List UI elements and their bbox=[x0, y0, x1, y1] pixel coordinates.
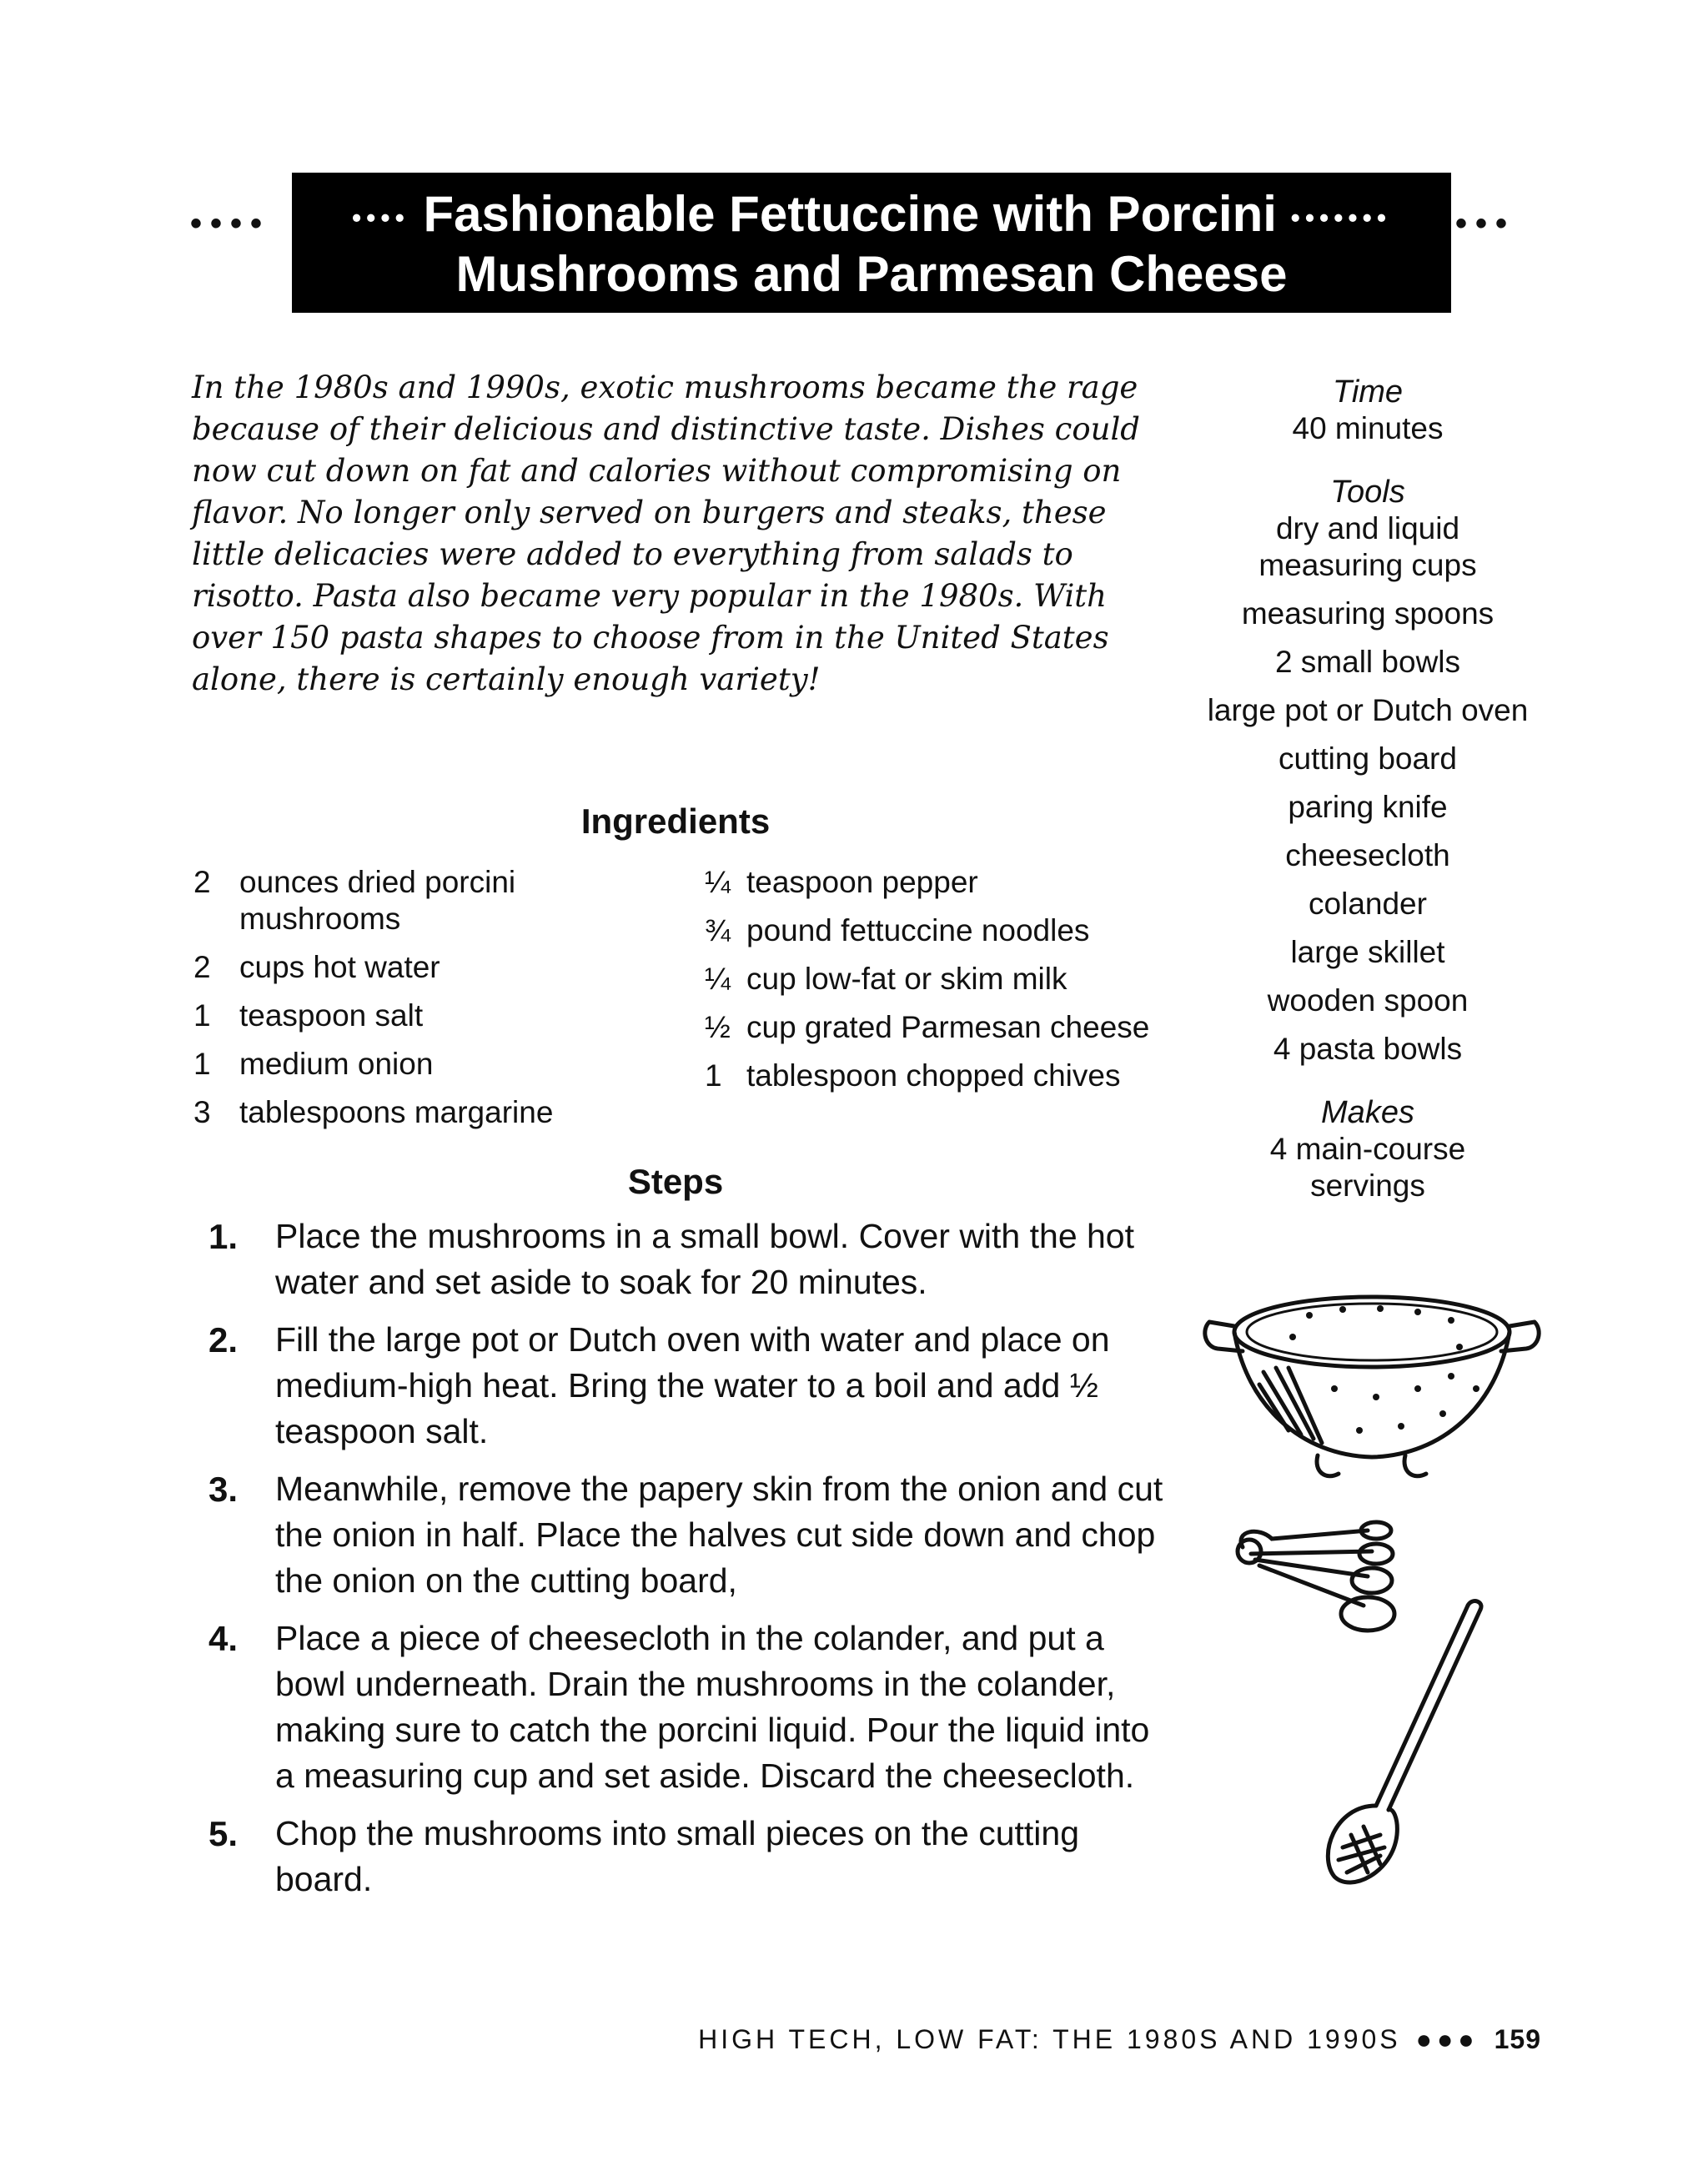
ingredient-row bbox=[705, 1009, 1172, 1046]
tool-item: 4 pasta bowls bbox=[1273, 1032, 1463, 1066]
tool-item: dry and liquid measuring cups bbox=[1258, 511, 1477, 582]
ingredient-qty: ¾ bbox=[705, 913, 731, 947]
title-dots-right: ••• bbox=[1455, 205, 1516, 242]
title-dots-left: •••• bbox=[190, 205, 271, 242]
title-inner-dots-right: ••••••• bbox=[1290, 203, 1392, 234]
ingredient-name: ounces dried porcini mushrooms bbox=[239, 865, 516, 936]
ingredient-row bbox=[705, 961, 1172, 998]
wooden-spoon-illustration bbox=[1301, 1597, 1493, 1897]
step-number: 2. bbox=[208, 1320, 239, 1359]
tool-item: cheesecloth bbox=[1285, 838, 1450, 872]
step-item bbox=[208, 1214, 1168, 1305]
step-text: Chop the mushrooms into small pieces on the cutting board. bbox=[275, 1814, 1080, 1898]
ingredient-qty: 3 bbox=[193, 1095, 211, 1129]
title-banner bbox=[292, 173, 1451, 313]
ingredient-row bbox=[705, 864, 1172, 901]
tool-item: large skillet bbox=[1290, 935, 1445, 969]
title-inner-dots-left: •••• bbox=[351, 203, 409, 234]
ingredient-qty: ¼ bbox=[705, 865, 731, 899]
tool-item: wooden spoon bbox=[1267, 983, 1469, 1018]
ingredient-qty: ½ bbox=[705, 1010, 731, 1044]
ingredient-qty: 1 bbox=[705, 1058, 722, 1093]
running-footer-text: HIGH TECH, LOW FAT: THE 1980S AND 1990S bbox=[698, 2024, 1401, 2054]
ingredient-row bbox=[193, 1046, 569, 1083]
tools-label: Tools bbox=[1330, 475, 1405, 510]
time-label: Time bbox=[1332, 374, 1404, 410]
ingredient-qty: 2 bbox=[193, 865, 211, 899]
recipe-sidebar bbox=[1184, 374, 1551, 1216]
ingredient-row bbox=[193, 998, 569, 1034]
ingredient-qty: 1 bbox=[193, 1047, 211, 1081]
ingredient-name: cup low-fat or skim milk bbox=[746, 962, 1068, 996]
steps-list bbox=[208, 1214, 1168, 1914]
tool-item: paring knife bbox=[1288, 790, 1448, 824]
ingredient-name: teaspoon salt bbox=[239, 998, 424, 1033]
page-footer bbox=[698, 2023, 1541, 2056]
tool-item: large pot or Dutch oven bbox=[1207, 693, 1529, 727]
step-item bbox=[208, 1811, 1168, 1902]
ingredients-list-left bbox=[193, 864, 569, 1143]
step-text: Fill the large pot or Dutch oven with water and place on medium-high heat. Bring the water to a boil and add ½ teaspoon salt. bbox=[275, 1320, 1110, 1450]
page-number: 159 bbox=[1494, 2024, 1541, 2054]
ingredients-list-right bbox=[705, 864, 1172, 1106]
step-text: Place a piece of cheesecloth in the colander, and put a bowl underneath. Drain the mushrooms in the colander, making sure to catch the porcini liquid. Pour the liquid into a measuring cup and set aside. Discard the cheesecloth. bbox=[275, 1619, 1150, 1795]
step-number: 3. bbox=[208, 1470, 239, 1509]
ingredient-row bbox=[705, 912, 1172, 949]
makes-value: 4 main-course servings bbox=[1269, 1132, 1466, 1203]
ingredient-name: pound fettuccine noodles bbox=[746, 913, 1090, 947]
step-item bbox=[208, 1466, 1168, 1604]
tool-item: 2 small bowls bbox=[1274, 645, 1461, 679]
tool-item: colander bbox=[1309, 887, 1427, 921]
ingredient-name: cup grated Parmesan cheese bbox=[746, 1010, 1150, 1044]
step-text: Meanwhile, remove the papery skin from the onion and cut the onion in half. Place the halves cut side down and chop the onion on the cutting board, bbox=[275, 1470, 1163, 1600]
recipe-title-line1: Fashionable Fettuccine with Porcini bbox=[423, 186, 1277, 242]
tool-item: measuring spoons bbox=[1241, 596, 1494, 631]
ingredient-qty: 2 bbox=[193, 950, 211, 984]
ingredient-qty: ¼ bbox=[705, 962, 731, 996]
ingredients-heading: Ingredients bbox=[580, 802, 771, 841]
ingredient-name: teaspoon pepper bbox=[746, 865, 978, 899]
ingredient-name: tablespoon chopped chives bbox=[746, 1058, 1121, 1093]
step-number: 5. bbox=[208, 1814, 239, 1853]
ingredient-name: medium onion bbox=[239, 1047, 434, 1081]
steps-heading: Steps bbox=[627, 1162, 724, 1201]
ingredient-row bbox=[193, 864, 569, 937]
ingredient-row bbox=[705, 1058, 1172, 1094]
intro-paragraph: In the 1980s and 1990s, exotic mushrooms became the rage because of their delicious and distinctive taste. Dishes could now cut down on fat and calories without compromising on flavor. No longer only served on burgers and steaks, these little delicacies were added to everything from salads to risotto. Pasta also became very popular in the 1980s. With over 150 pasta shapes to choose from in the United States alone, there is certainly enough variety! bbox=[192, 369, 1140, 697]
step-number: 4. bbox=[208, 1619, 239, 1658]
tool-item: cutting board bbox=[1278, 741, 1457, 776]
ingredient-name: cups hot water bbox=[239, 950, 440, 984]
recipe-title-line2: Mushrooms and Parmesan Cheese bbox=[455, 246, 1288, 303]
step-item bbox=[208, 1317, 1168, 1455]
ingredient-row bbox=[193, 949, 569, 986]
colander-illustration bbox=[1201, 1280, 1543, 1489]
makes-label: Makes bbox=[1321, 1095, 1414, 1130]
step-number: 1. bbox=[208, 1217, 239, 1256]
footer-dots: ●●● bbox=[1415, 2024, 1479, 2054]
title-line-1 bbox=[292, 186, 1451, 246]
step-text: Place the mushrooms in a small bowl. Cover with the hot water and set aside to soak for 20 minutes. bbox=[275, 1217, 1135, 1301]
ingredient-qty: 1 bbox=[193, 998, 211, 1033]
step-item bbox=[208, 1616, 1168, 1799]
time-value: 40 minutes bbox=[1292, 411, 1444, 445]
ingredient-name: tablespoons margarine bbox=[239, 1095, 554, 1129]
ingredient-row bbox=[193, 1094, 569, 1131]
